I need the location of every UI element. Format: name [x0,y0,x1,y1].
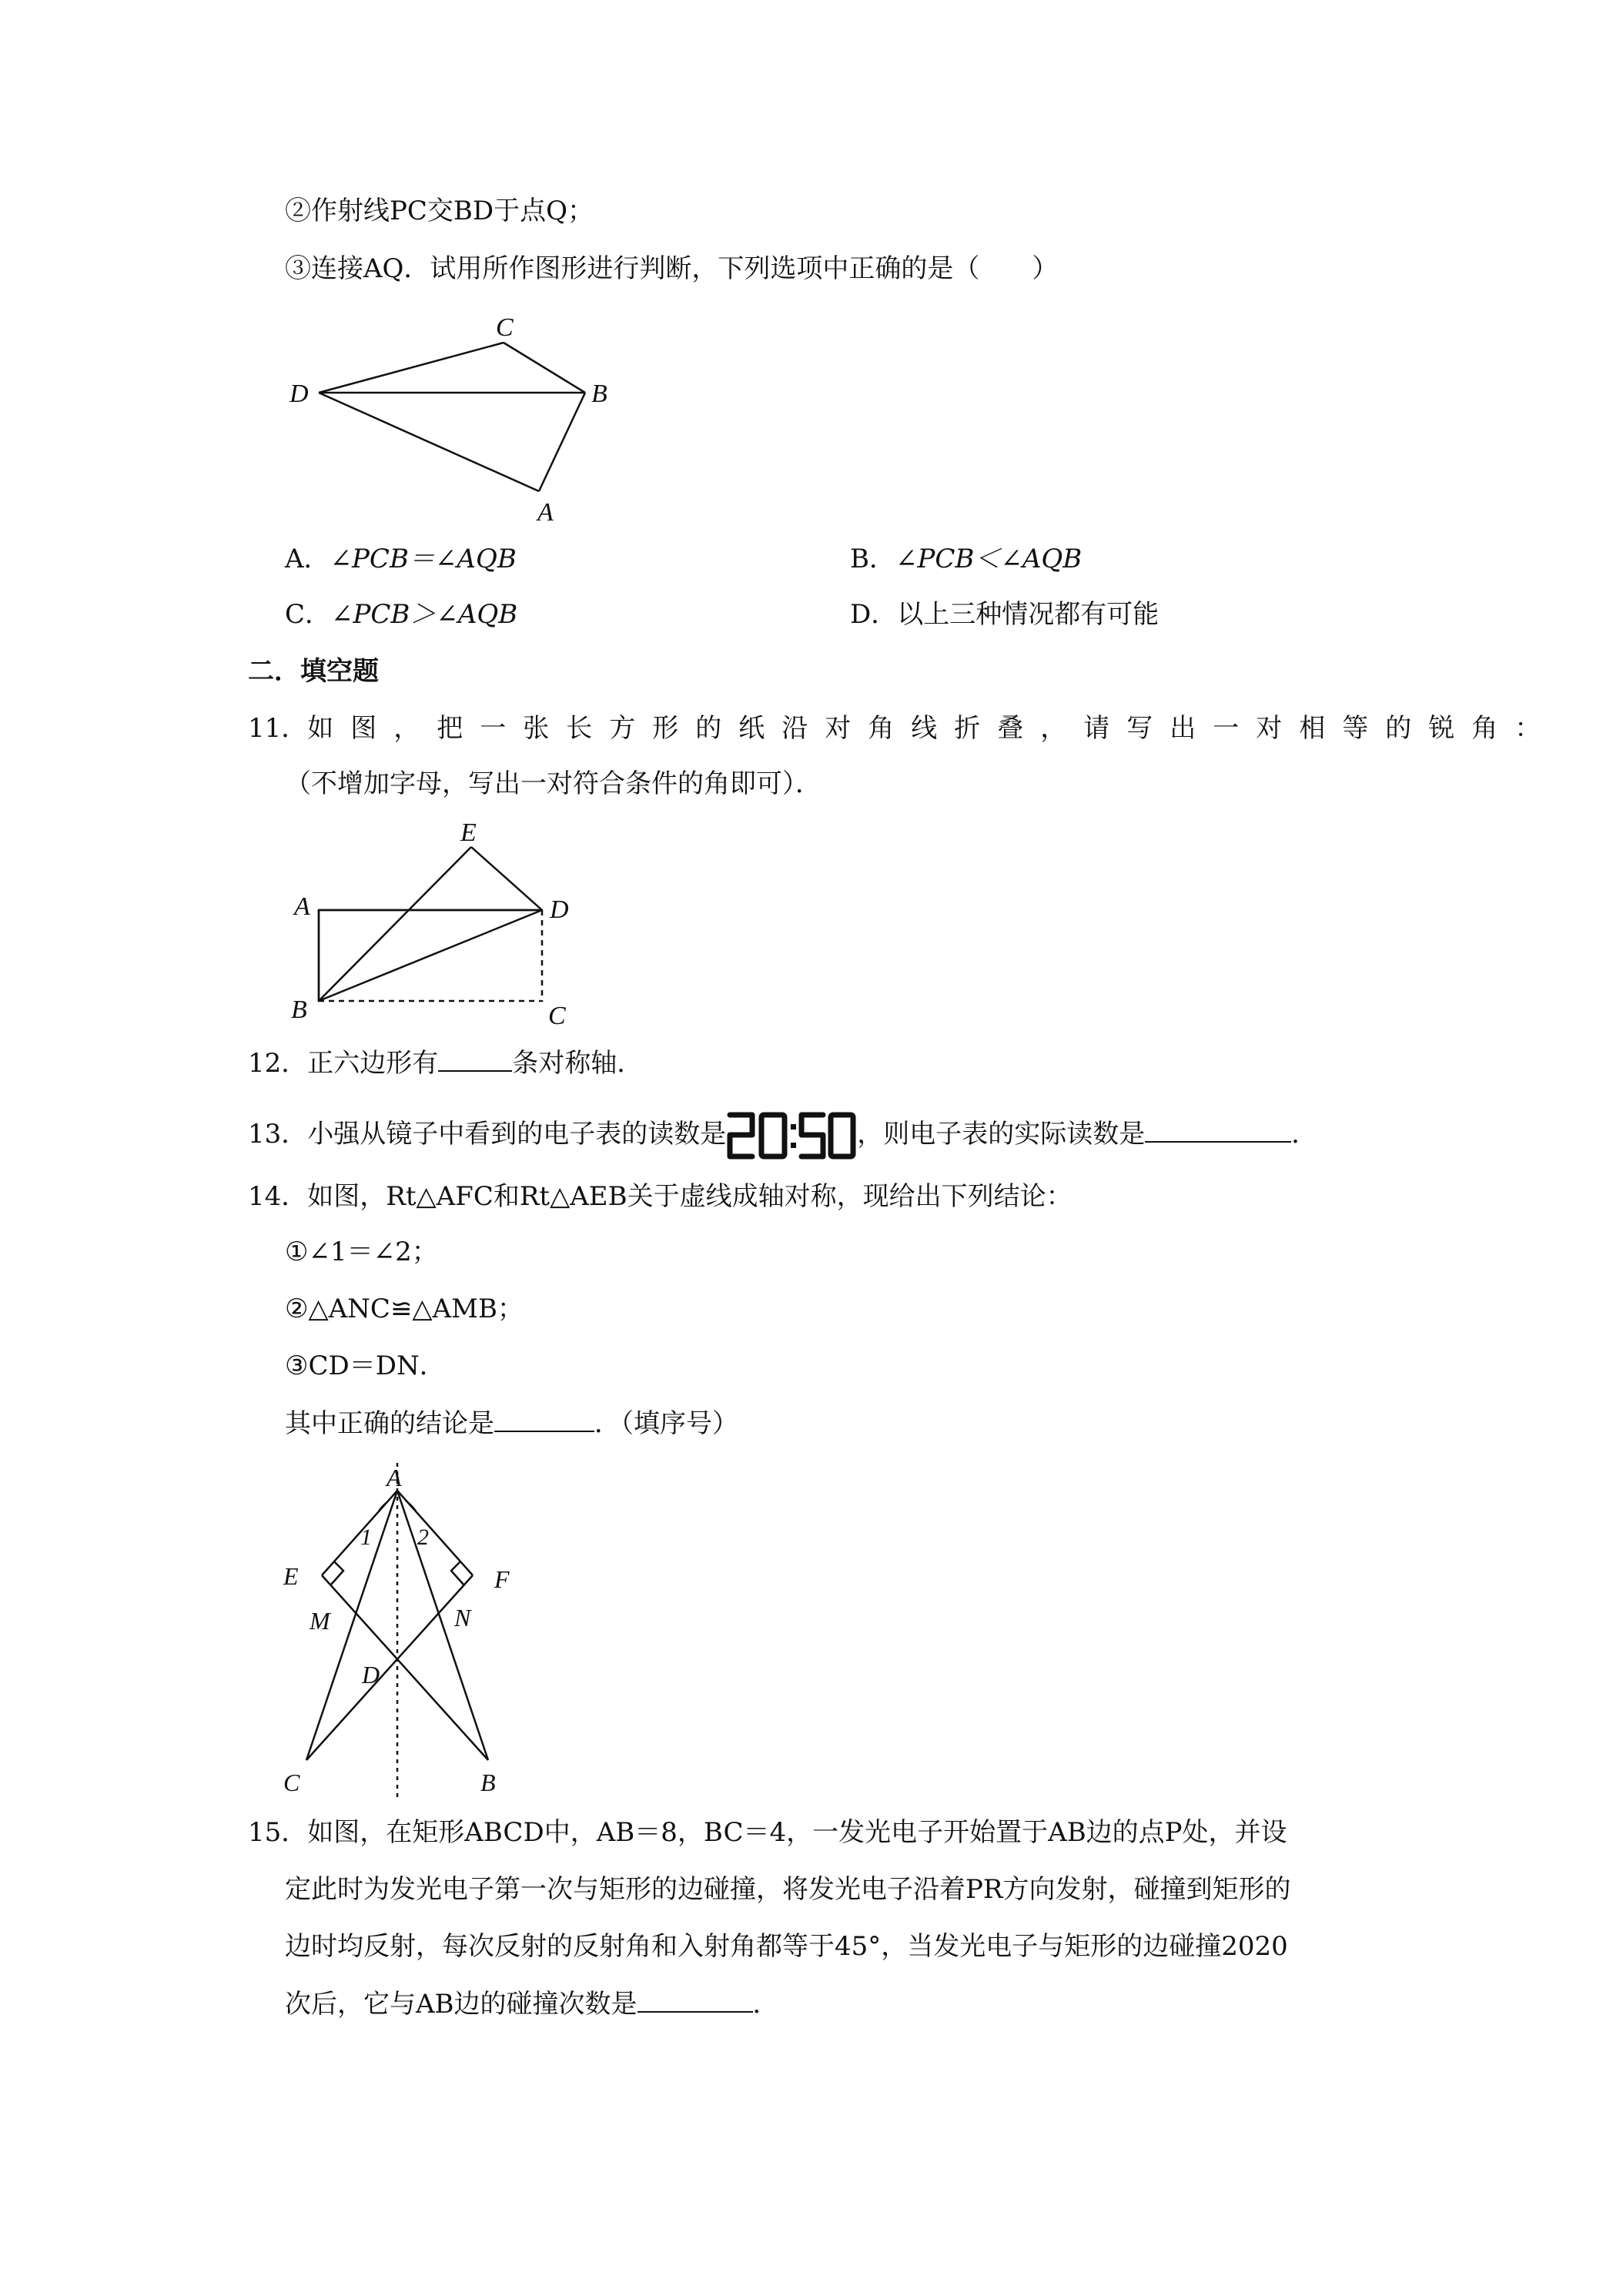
q14-label-angle1: 1 [360,1525,372,1550]
q14-label-e: E [283,1562,299,1590]
q12 [248,1046,643,1080]
q10-option-d-text: 以上三种情况都有可能 [897,599,1160,630]
q14-label-c: C [283,1769,300,1796]
q15-line3: 边时均反射，每次反射的反射角和入射角都等于45°，当发光电子与矩形的边碰撞2020 [285,1931,1288,1962]
q11-figure [279,816,587,1032]
mirrored-clock-icon [726,1110,857,1161]
q14-label-m: M [310,1607,330,1635]
q14-number: 14． [248,1181,308,1212]
q10-option-d-label: D． [850,599,898,630]
q11-label-a: A [294,892,310,921]
q14-intro-text: 如图，Rt△AFC和Rt△AEB关于虚线成轴对称，现给出下列结论： [307,1181,1073,1212]
q13-text-after: ，则电子表的实际读数是 [857,1119,1146,1150]
q15-line4 [285,1986,779,2021]
q14-figure [279,1461,525,1800]
q11-label-b: B [291,996,307,1024]
q11-label-d: D [550,895,569,924]
q10-option-c-text: ∠PCB＞∠AQB [331,599,518,630]
q12-answer-blank [438,1046,512,1072]
q10-option-c-label: C． [285,599,332,630]
q14-label-angle2: 2 [417,1525,429,1550]
q11-line1 [248,711,1558,745]
q13-text-end: ． [1291,1119,1318,1150]
q14-label-n: N [454,1604,471,1632]
q15-line1 [248,1816,1287,1849]
q14-conclusion-2: ②△ANC≌△AMB； [285,1294,524,1324]
q10-option-c [285,597,517,631]
q15-line2: 定此时为发光电子第一次与矩形的边碰撞，将发光电子沿着PR方向发射，碰撞到矩形的 [285,1874,1291,1905]
q10-option-a [285,542,517,576]
q10-label-d: D [289,380,309,408]
q11-label-e: E [460,818,477,847]
q14-conclusion-3: ③CD＝DN． [285,1350,446,1381]
q14-ask-before: 其中正确的结论是 [285,1408,494,1439]
q10-step2: ②作射线PC交BD于点Q； [285,196,594,226]
q14-conclusion-1: ①∠1＝∠2； [285,1237,438,1267]
q14-question [285,1406,738,1441]
q11-label-c: C [548,1002,566,1030]
q11-line2: （不增加字母，写出一对符合条件的角即可）． [285,768,822,799]
q13-text-before: 小强从镜子中看到的电子表的读数是 [307,1119,727,1150]
q11-number: 11． [248,713,308,744]
q14-label-b: B [480,1769,496,1796]
q10-option-a-label: A． [285,544,330,574]
q10-figure [279,308,633,531]
q10-option-b-text: ∠PCB＜∠AQB [895,544,1083,574]
q10-label-c: C [496,313,514,342]
q13 [248,1110,1317,1161]
q12-text-before: 正六边形有 [307,1048,439,1079]
q14-intro [248,1180,1073,1213]
q13-clock-reading: 20:50 [726,1110,728,1111]
q11-text1: 如图，把一张长方形的纸沿对角线折叠，请写出一对相等的锐角： [307,713,1558,744]
q10-label-b: B [591,380,607,408]
q13-answer-blank [1145,1116,1291,1143]
q12-text-after: 条对称轴． [512,1048,644,1079]
q13-number: 13． [248,1119,308,1150]
q14-label-f: F [494,1565,510,1593]
q10-step3: ③连接AQ．试用所作图形进行判断，下列选项中正确的是（ ） [285,253,1059,284]
q14-ask-after: ．（填序号） [594,1408,738,1439]
q15-number: 15． [248,1817,308,1848]
q15-answer-blank [637,1986,753,2013]
q10-option-b-label: B． [850,544,895,574]
q14-answer-blank [494,1406,594,1432]
q12-number: 12． [248,1048,308,1079]
section-title: 二．填空题 [248,656,379,687]
q15-text4: 次后，它与AB边的碰撞次数是 [285,1989,637,2020]
q14-label-a: A [387,1464,402,1491]
q15-text1: 如图，在矩形ABCD中，AB＝8，BC＝4，一发光电子开始置于AB边的点P处，并设 [307,1817,1287,1848]
q15-text4-end: ． [752,1989,779,2020]
q10-option-b [850,542,1082,576]
q10-option-a-text: ∠PCB＝∠AQB [330,544,517,574]
q10-label-a: A [537,498,554,527]
q14-label-d: D [362,1661,380,1689]
q10-option-d [850,597,1159,631]
